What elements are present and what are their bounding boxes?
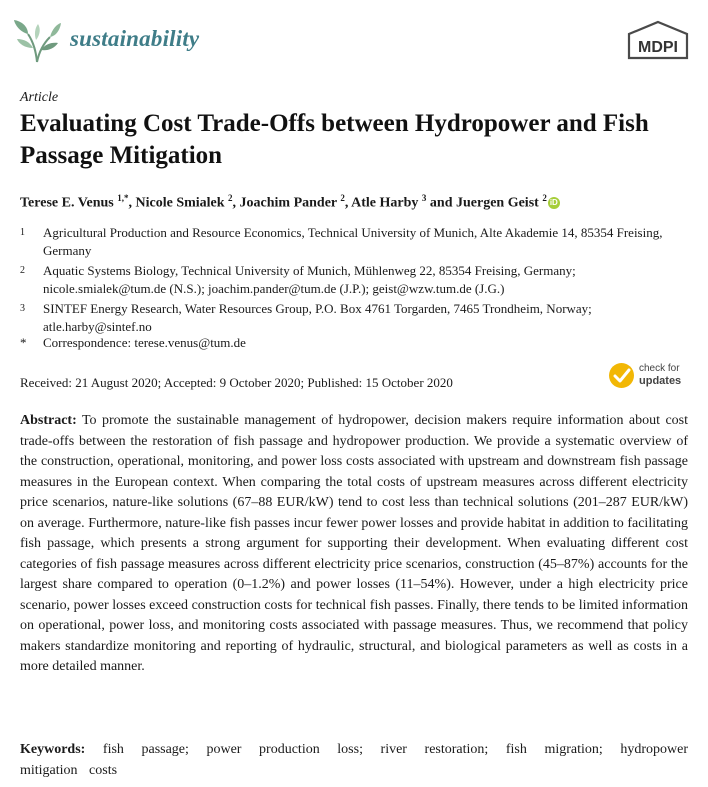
- affiliation-text: SINTEF Energy Research, Water Resources Group, P.O. Box 4761 Torgarden, 7465 Trondheim, Norway; atle.harby@sintef.no: [43, 301, 592, 334]
- author-name: Terese E. Venus: [20, 195, 118, 211]
- article-title: Evaluating Cost Trade-Offs between Hydropower and Fish Passage Mitigation: [20, 110, 649, 169]
- affiliation-mark: 3: [20, 303, 25, 314]
- author-separator: ,: [232, 195, 240, 211]
- author-affiliation-mark: 2: [228, 193, 233, 203]
- abstract-text: To promote the sustainable management of hydropower, decision makers require information about cost trade-offs between the restoration of fish passage and hydropower production. We provide a systematic overview of the construction, operational, monitoring, and power loss costs associated with upstream and downstream fish passage measures in the European context. When comparing the total costs of upstream measures across different electricity price scenarios, nature-like solutions (67–88 EUR/kW) tend to cost less than technical solutions (201–287 EUR/kW) on average. Furthermore, nature-like fish passes incur fewer power losses and provide habitat in addition to facilitating fish passage, which presents a strong argument for supporting their development. When evaluating different cost categories of fish passage measures across different electricity price scenarios, construction (45–87%) accounts for the largest share compared to operation (0–1.2%) and power losses (11–54%). However, under a high electricity price scenario, power losses exceed construction costs for technical fish passes. Finally, there tends to be limited information on operational, power loss, and monitoring costs associated with passage measures. Thus, we recommend that policy makers standardize monitoring and reporting of hydraulic, structural, and biological parameters as well as costs in a more detailed manner.: [20, 413, 688, 674]
- orcid-icon[interactable]: iD: [549, 197, 558, 207]
- sustainability-logo: [12, 18, 62, 64]
- check-label-line2: updates: [639, 375, 682, 387]
- author-name: Juergen Geist: [455, 195, 543, 211]
- keywords: [20, 740, 688, 781]
- article-type: Article: [20, 90, 59, 105]
- abstract-label: Abstract:: [20, 413, 77, 428]
- affiliation-text: Agricultural Production and Resource Economics, Technical University of Munich, Alte Akademie 14, 85354 Freising, Germany: [43, 225, 663, 258]
- author-name: Joachim Pander: [239, 195, 341, 211]
- author-name: Atle Harby: [351, 195, 422, 211]
- author-affiliation-mark: 2: [340, 193, 345, 203]
- svg-text:MDPI: MDPI: [638, 39, 678, 56]
- publication-dates: Received: 21 August 2020; Accepted: 9 October 2020; Published: 15 October 2020: [20, 375, 453, 390]
- check-label-line1: check for: [639, 363, 680, 374]
- author-name: Nicole Smialek: [135, 195, 229, 211]
- correspondence-text: Correspondence: terese.venus@tum.de: [43, 335, 246, 350]
- author-affiliation-mark: 2: [542, 193, 547, 203]
- author-affiliation-mark: 3: [421, 193, 427, 203]
- correspondence-mark: *: [20, 335, 27, 350]
- mdpi-logo: [625, 20, 691, 62]
- affiliation-mark: 2: [20, 265, 25, 276]
- keywords-label: Keywords:: [20, 742, 86, 757]
- author-separator: ,: [344, 195, 352, 211]
- check-for-updates-badge[interactable]: [608, 362, 700, 392]
- journal-name: sustainability: [70, 26, 200, 51]
- author-separator: ,: [128, 195, 136, 211]
- author-affiliation-mark: 1,*: [117, 193, 129, 203]
- affiliation-text: Aquatic Systems Biology, Technical University of Munich, Mühlenweg 22, 85354 Freising, Germany; nicole.smialek@tum.de (N.S.); joachim.pander@tum.de (J.P.); geist@wzw.tum.de (J.G.): [43, 263, 576, 296]
- author-list: [20, 193, 560, 212]
- author-separator: and: [426, 195, 456, 211]
- affiliation-mark: 1: [20, 227, 25, 238]
- check-for-updates-icon: [608, 362, 635, 389]
- keywords-text: fish passage; power production loss; river restoration; fish migration; hydropower mitigation costs: [20, 742, 688, 778]
- abstract: [20, 411, 688, 678]
